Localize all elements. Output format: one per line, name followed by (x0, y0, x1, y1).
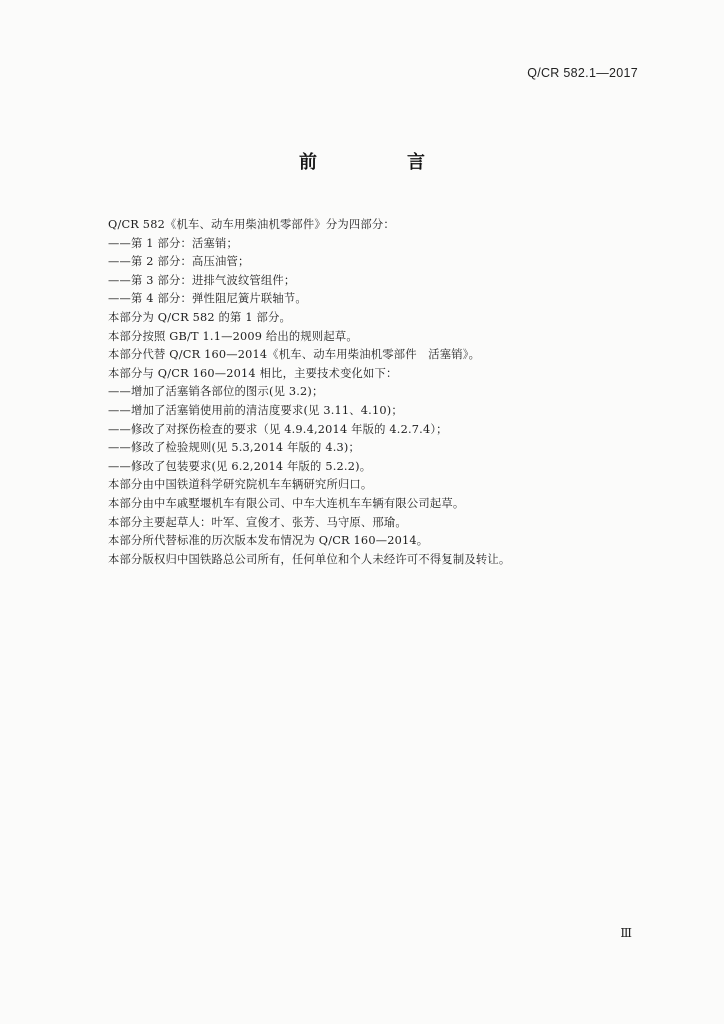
paragraph-line: ——增加了活塞销各部位的图示(见 3.2)； (108, 385, 324, 399)
paragraph-line: 本部分代替 Q/CR 160—2014《机车、动车用柴油机零部件 活塞销》。 (108, 348, 481, 362)
paragraph-line: ——修改了对探伤检查的要求（见 4.9.4,2014 年版的 4.2.7.4）； (108, 422, 448, 436)
standard-code: Q/CR 582.1—2017 (527, 66, 638, 80)
paragraph-line: 本部分主要起草人：叶军、宣俊才、张芳、马守原、邢瑜。 (108, 515, 407, 529)
paragraph-line: 本部分为 Q/CR 582 的第 1 部分。 (108, 310, 291, 324)
paragraph-line: 本部分与 Q/CR 160—2014 相比，主要技术变化如下： (108, 366, 398, 380)
paragraph-line: 本部分按照 GB/T 1.1—2009 给出的规则起草。 (108, 329, 358, 343)
paragraph-line: Q/CR 582《机车、动车用柴油机零部件》分为四部分： (108, 218, 395, 231)
paragraph-line: 本部分所代替标准的历次版本发布情况为 Q/CR 160—2014。 (108, 534, 429, 548)
paragraph-line: ——第 4 部分：弹性阻尼簧片联轴节。 (108, 292, 307, 306)
paragraph-line: ——修改了包装要求(见 6.2,2014 年版的 5.2.2)。 (108, 459, 372, 473)
paragraph-line: 本部分版权归中国铁路总公司所有，任何单位和个人未经许可不得复制及转让。 (108, 552, 511, 566)
page-number: Ⅲ (620, 926, 632, 940)
paragraph-line: ——修改了检验规则(见 5.3,2014 年版的 4.3)； (108, 441, 361, 455)
paragraph-line: 本部分由中车戚墅堰机车有限公司、中车大连机车车辆有限公司起草。 (108, 496, 465, 510)
page-title: 前 言 (299, 152, 461, 173)
paragraph-line: 本部分由中国铁道科学研究院机车车辆研究所归口。 (108, 478, 373, 492)
foreword-body (108, 216, 628, 569)
paragraph-line: ——第 3 部分：进排气波纹管组件； (108, 273, 296, 287)
paragraph-line: ——增加了活塞销使用前的清洁度要求(见 3.11、4.10)； (108, 403, 403, 417)
paragraph-line: ——第 1 部分：活塞销； (108, 236, 238, 250)
paragraph-line: ——第 2 部分：高压油管； (108, 255, 250, 269)
